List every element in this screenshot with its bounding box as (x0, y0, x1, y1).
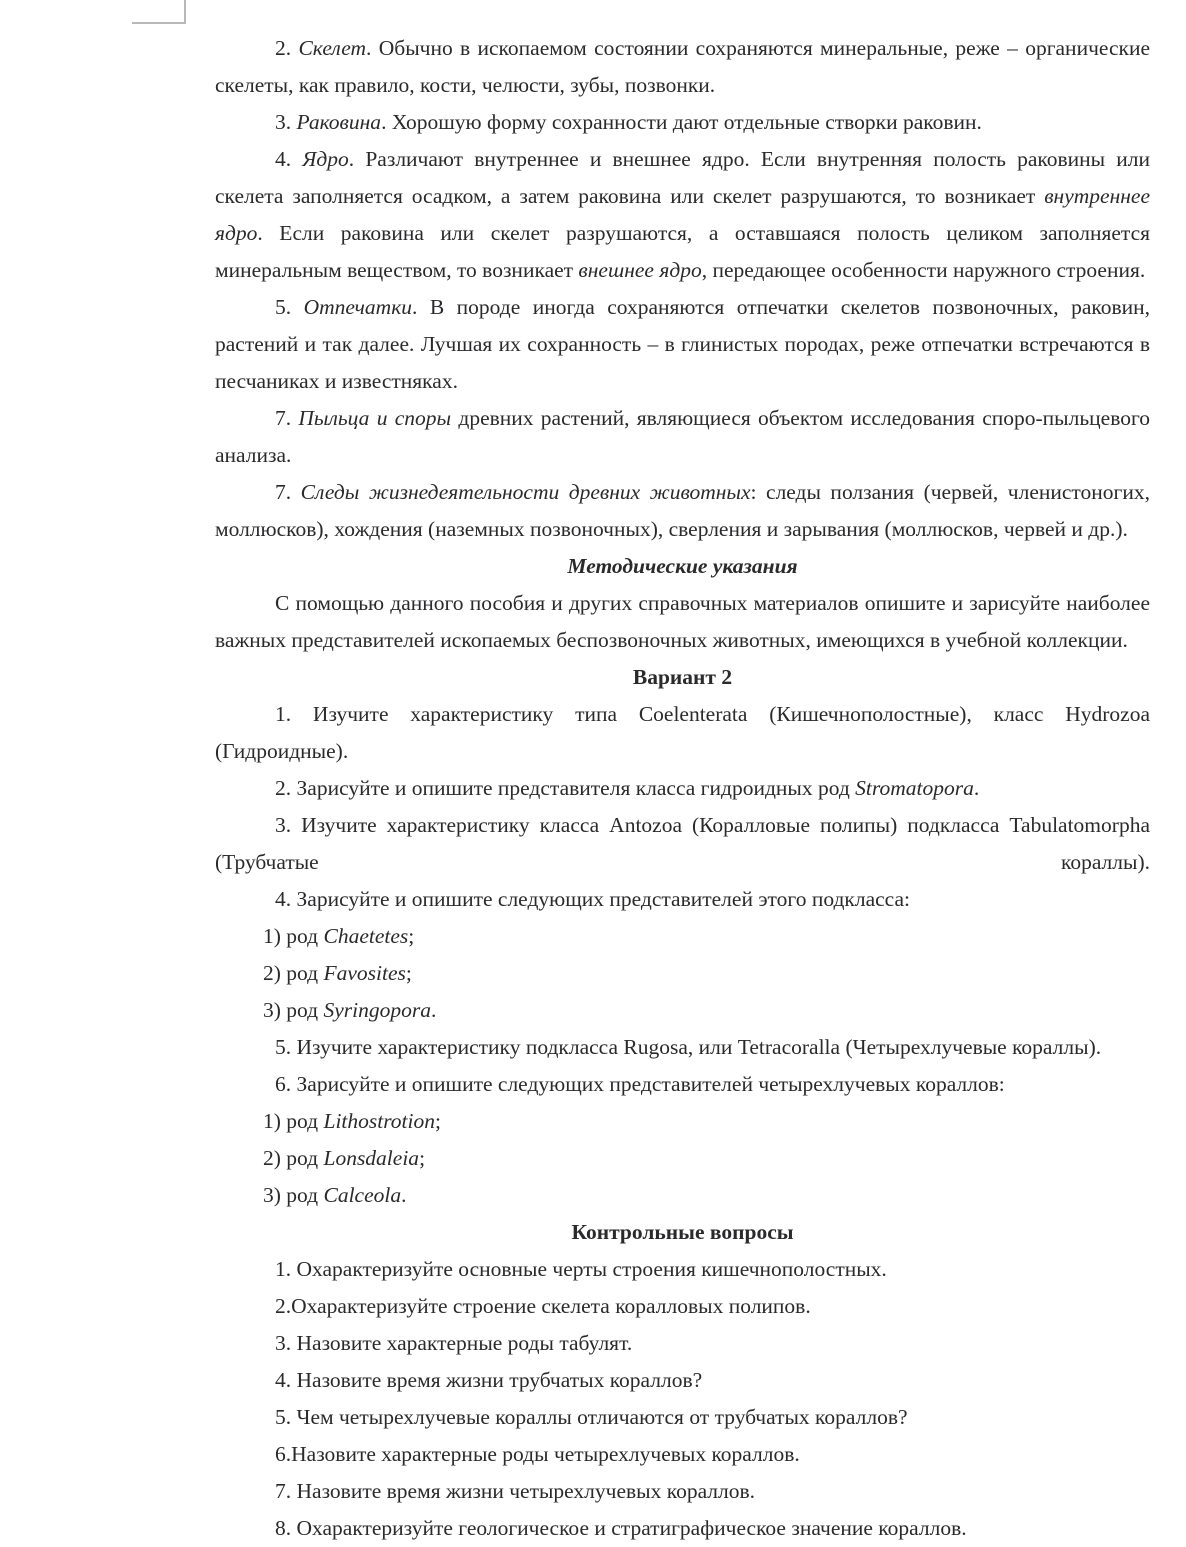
genus-tail: ; (435, 1109, 441, 1133)
rugose-genus-item (215, 1140, 1150, 1177)
genus-list-number: 3) род (263, 1183, 324, 1207)
rugose-genus-item (215, 1177, 1150, 1214)
genus-list-number: 2) род (263, 961, 324, 985)
paragraph-core (215, 141, 1150, 289)
control-question: 5. Чем четырехлучевые кораллы отличаются от трубчатых кораллов? (275, 1405, 908, 1429)
paragraph-skeleton (215, 30, 1150, 104)
control-question: 8. Охарактеризуйте геологическое и стратиграфическое значение кораллов. (275, 1516, 967, 1540)
control-question: 4. Назовите время жизни трубчатых кораллов? (275, 1368, 703, 1392)
variant-item-3: 3. Изучите характеристику класса Antozoa (Коралловые полипы) подкласса Tabulatomorpha (Трубчатые кораллы). (215, 813, 1150, 874)
variant-item-6: 6. Зарисуйте и опишите следующих представителей четырехлучевых кораллов: (275, 1072, 1005, 1096)
list-number: 7. (275, 406, 292, 430)
genus-tail: ; (419, 1146, 426, 1170)
control-question: 1. Охарактеризуйте основные черты строения кишечнополостных. (275, 1257, 887, 1281)
tabulate-genus-item (215, 955, 1150, 992)
variant-item-4: 4. Зарисуйте и опишите следующих представителей этого подкласса: (275, 887, 910, 911)
paragraph-text: : следы ползания (червей, членистоногих, моллюсков), хождения (наземных позвоночных), сверления и зарывания (моллюсков, червей и др.). (215, 480, 1150, 541)
term-emphasis: Раковина (296, 110, 382, 134)
variant-item-2-tail: . (973, 776, 980, 800)
genus-name-favosites: Favosites (323, 961, 406, 985)
genus-tail: ; (405, 961, 412, 985)
paragraph-text: . Обычно в ископаемом состоянии сохраняются минеральные, реже – органические скелеты, как правило, кости, челюсти, зубы, позвонки. (215, 36, 1150, 97)
genus-tail: . (430, 998, 437, 1022)
genus-name-syringopora: Syringopora (323, 998, 431, 1022)
rugose-genus-item (215, 1103, 1150, 1140)
genus-tail: . (401, 1183, 407, 1207)
heading-variant-2: Вариант 2 (632, 665, 733, 689)
paragraph-traces (215, 474, 1150, 548)
tabulate-genus-item (215, 992, 1150, 1029)
paragraph-shell (215, 104, 1150, 141)
paragraph-text: древних растений, являющиеся объектом исследования споро-пыльцевого анализа. (215, 406, 1150, 467)
control-question: 3. Назовите характерные роды табулят. (275, 1331, 633, 1355)
variant-item-2 (215, 770, 1150, 807)
genus-name-calceola: Calceola (323, 1183, 402, 1207)
term-emphasis: Отпечатки (303, 295, 413, 319)
paragraph-text-part-1: . Различают внутреннее и внешнее ядро. Если внутренняя полость раковины или скелета заполняется осадком, а затем раковина или скелет разрушаются, то возникает (215, 147, 1150, 208)
inner-core-emphasis: внутреннее ядро (215, 184, 1150, 245)
genus-name-stromatopora: Stromatopora (855, 776, 974, 800)
variant-item-5: 5. Изучите характеристику подкласса Rugosa, или Tetracoralla (Четырехлучевые кораллы). (275, 1035, 1102, 1059)
term-emphasis: Ядро (302, 147, 349, 171)
paragraph-methodical-instructions: С помощью данного пособия и других справочных материалов опишите и зарисуйте наиболее важных представителей ископаемых беспозвоночных животных, имеющихся в учебной коллекции. (215, 591, 1150, 652)
genus-list-number: 3) род (263, 998, 324, 1022)
term-emphasis: Скелет (298, 36, 367, 60)
list-number: 7. (275, 480, 292, 504)
term-emphasis: Следы жизнедеятельности древних животных (300, 480, 751, 504)
paragraph-pollen (215, 400, 1150, 474)
genus-list-number: 2) род (263, 1146, 324, 1170)
variant-item-2-text: 2. Зарисуйте и опишите представителя класса гидроидных род (275, 776, 856, 800)
control-question: 2.Охарактеризуйте строение скелета коралловых полипов. (275, 1294, 811, 1318)
variant-item-1: 1. Изучите характеристику типа Coelenterata (Кишечнополостные), класс Hydrozoa (Гидроидные). (215, 702, 1150, 763)
list-number: 2. (275, 36, 292, 60)
genus-name-chaetetes: Chaetetes (323, 924, 409, 948)
scan-corner-mark (132, 0, 186, 24)
control-question: 6.Назовите характерные роды четырехлучевых кораллов. (275, 1442, 800, 1466)
document-page (215, 0, 1150, 1547)
heading-methodical-instructions: Методические указания (567, 554, 798, 578)
paragraph-text-part-2: . Если раковина или скелет разрушаются, а оставшаяся полость целиком заполняется минеральным веществом, то возникает (215, 221, 1150, 282)
term-emphasis: Пыльца и споры (298, 406, 452, 430)
list-number: 4. (275, 147, 292, 171)
genus-name-lithostrotion: Lithostrotion (323, 1109, 435, 1133)
paragraph-imprints (215, 289, 1150, 400)
paragraph-text-part-3: , передающее особенности наружного строения. (701, 258, 1146, 282)
genus-list-number: 1) род (263, 1109, 324, 1133)
heading-control-questions: Контрольные вопросы (571, 1220, 794, 1244)
paragraph-text: . Хорошую форму сохранности дают отдельные створки раковин. (381, 110, 982, 134)
control-question: 7. Назовите время жизни четырехлучевых кораллов. (275, 1479, 756, 1503)
genus-tail: ; (408, 924, 415, 948)
tabulate-genus-item (215, 918, 1150, 955)
list-number: 5. (275, 295, 292, 319)
paragraph-text: . В породе иногда сохраняются отпечатки скелетов позвоночных, раковин, растений и так далее. Лучшая их сохранность – в глинистых породах, реже отпечатки встречаются в песчаниках и известняках. (215, 295, 1151, 393)
list-number: 3. (275, 110, 292, 134)
genus-name-lonsdaleia: Lonsdaleia (323, 1146, 420, 1170)
outer-core-emphasis: внешнее ядро (578, 258, 702, 282)
genus-list-number: 1) род (263, 924, 324, 948)
